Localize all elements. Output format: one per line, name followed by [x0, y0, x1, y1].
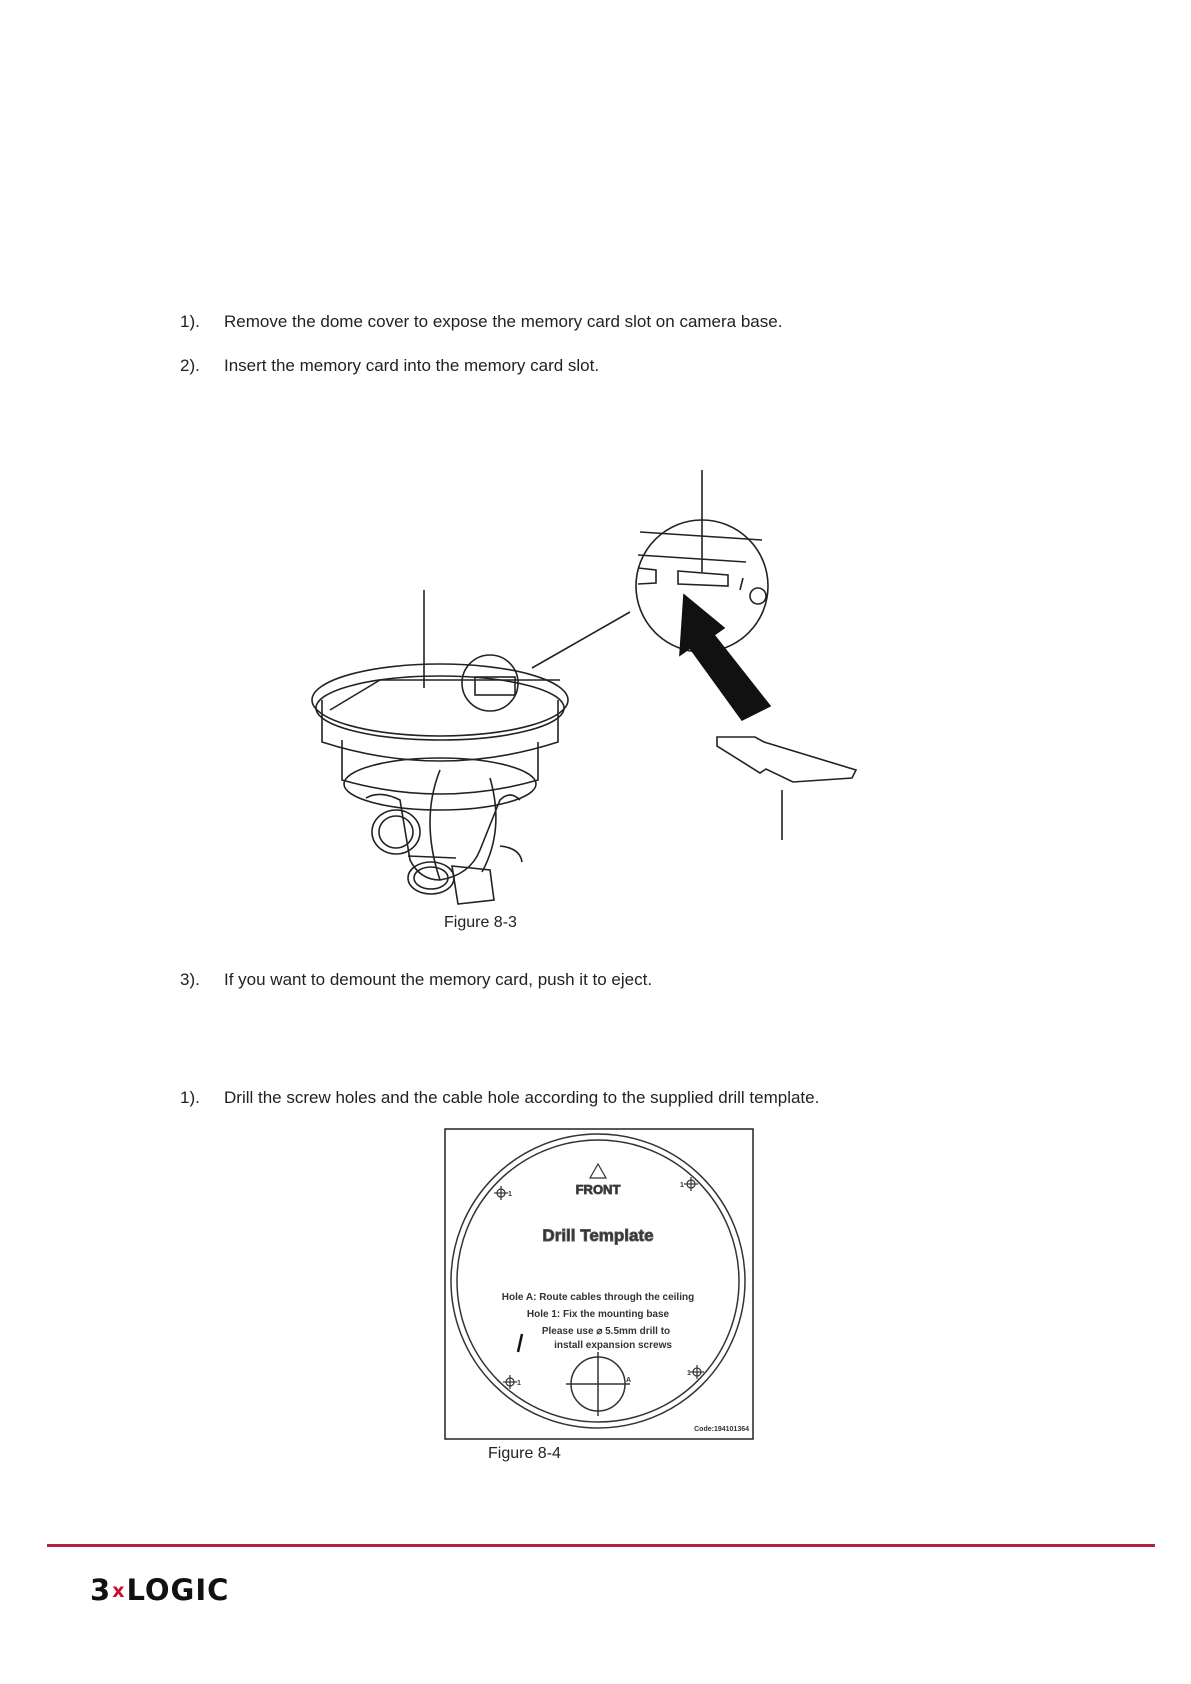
template-front-label: FRONT [575, 1182, 621, 1197]
screw-hole-label: 1 [687, 1370, 691, 1377]
step-text: Remove the dome cover to expose the memory card slot on camera base. [224, 312, 783, 331]
footer-divider [47, 1544, 1155, 1547]
template-border [445, 1129, 753, 1439]
step-number: 1). [180, 312, 200, 331]
screw-hole-label: 1 [517, 1380, 521, 1387]
template-title: Drill Template [542, 1226, 654, 1245]
template-line-4: install expansion screws [554, 1340, 672, 1351]
step-number: 2). [180, 356, 200, 375]
drill-icon [518, 1334, 522, 1352]
step-text: Drill the screw holes and the cable hole according to the supplied drill template. [224, 1088, 820, 1107]
template-code: Code:194101364 [694, 1426, 749, 1433]
cable-hole-label: A [626, 1377, 632, 1384]
figure-8-3-caption: Figure 8-3 [444, 914, 517, 931]
front-triangle-icon [590, 1164, 606, 1178]
screw-hole-label: 1 [508, 1191, 512, 1198]
logo-part: LOGIC [126, 1573, 230, 1607]
company-logo [90, 1573, 229, 1607]
step-text: If you want to demount the memory card, push it to eject. [224, 970, 653, 989]
step-number: 3). [180, 970, 200, 989]
template-line-3: Please use ⌀ 5.5mm drill to [541, 1326, 671, 1337]
screw-hole-label: 1 [680, 1182, 684, 1189]
step-number: 1). [180, 1088, 200, 1107]
template-line-2: Hole 1: Fix the mounting base [526, 1309, 670, 1320]
step-text: Insert the memory card into the memory card slot. [224, 356, 600, 375]
logo-part: 3 [90, 1573, 112, 1607]
screw-hole-marker [494, 1186, 508, 1200]
template-line-1: Hole A: Route cables through the ceiling [501, 1292, 695, 1303]
figure-8-4-caption: Figure 8-4 [488, 1445, 561, 1462]
logo-x: x [112, 1580, 126, 1602]
